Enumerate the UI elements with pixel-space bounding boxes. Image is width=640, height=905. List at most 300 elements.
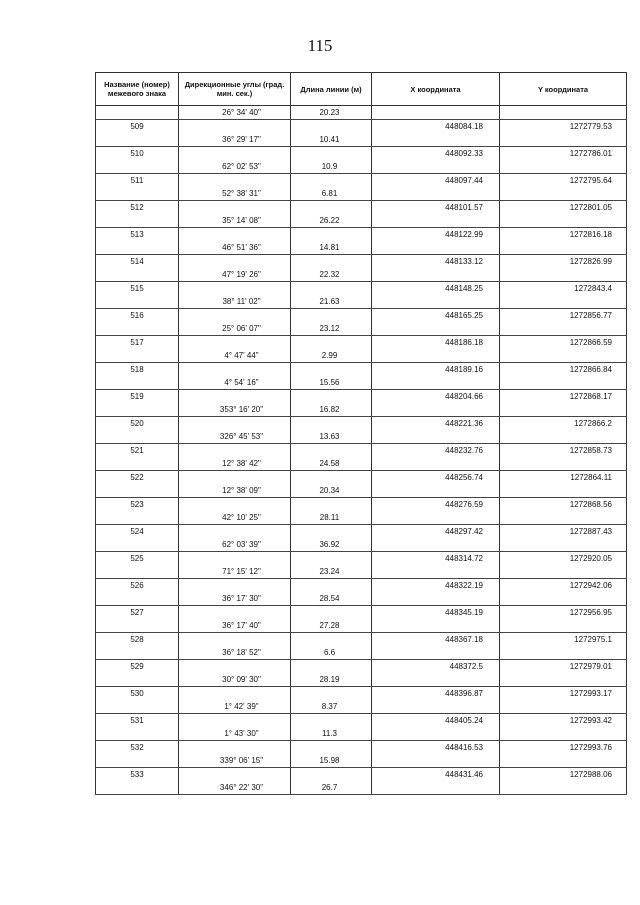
header-point-name: Название (номер) межевого знака <box>96 73 179 106</box>
line-length-cell <box>291 498 372 512</box>
point-name-cell <box>96 565 179 579</box>
x-coordinate-cell: 448092.33 <box>372 147 500 161</box>
x-coordinate-cell: 448232.76 <box>372 444 500 458</box>
direction-angle-cell <box>179 228 291 242</box>
direction-angle-cell <box>179 417 291 431</box>
point-name-cell <box>96 160 179 174</box>
point-name-cell: 516 <box>96 309 179 323</box>
point-name-cell: 509 <box>96 120 179 134</box>
x-coordinate-cell: 448122.99 <box>372 228 500 242</box>
line-length-cell: 14.81 <box>291 241 372 255</box>
direction-angle-cell: 346° 22' 30" <box>179 781 291 795</box>
x-coordinate-cell <box>372 187 500 201</box>
y-coordinate-cell <box>500 592 627 606</box>
direction-angle-cell <box>179 579 291 593</box>
direction-angle-cell: 52° 38' 31" <box>179 187 291 201</box>
header-direction-angle: Дирекционные углы (град. мин. сек.) <box>179 73 291 106</box>
table-row <box>96 336 627 350</box>
y-coordinate-cell <box>500 457 627 471</box>
point-name-cell: 515 <box>96 282 179 296</box>
point-name-cell <box>96 403 179 417</box>
line-length-cell: 6.6 <box>291 646 372 660</box>
y-coordinate-cell: 1272956.95 <box>500 606 627 620</box>
direction-angle-cell: 25° 06' 07" <box>179 322 291 336</box>
y-coordinate-cell <box>500 349 627 363</box>
y-coordinate-cell <box>500 268 627 282</box>
y-coordinate-cell <box>500 484 627 498</box>
table-row <box>96 363 627 377</box>
table-row <box>96 525 627 539</box>
y-coordinate-cell <box>500 673 627 687</box>
direction-angle-cell <box>179 174 291 188</box>
table-row <box>96 511 627 525</box>
line-length-cell <box>291 633 372 647</box>
point-name-cell: 513 <box>96 228 179 242</box>
line-length-cell <box>291 579 372 593</box>
point-name-cell <box>96 727 179 741</box>
line-length-cell <box>291 282 372 296</box>
table-row <box>96 430 627 444</box>
line-length-cell: 28.11 <box>291 511 372 525</box>
table-row <box>96 133 627 147</box>
point-name-cell <box>96 214 179 228</box>
table-row <box>96 120 627 134</box>
line-length-cell: 23.12 <box>291 322 372 336</box>
y-coordinate-cell: 1272868.17 <box>500 390 627 404</box>
direction-angle-cell <box>179 525 291 539</box>
line-length-cell: 6.81 <box>291 187 372 201</box>
direction-angle-cell: 62° 02' 53" <box>179 160 291 174</box>
table-header-row <box>96 73 627 106</box>
x-coordinate-cell: 448276.59 <box>372 498 500 512</box>
direction-angle-cell <box>179 282 291 296</box>
direction-angle-cell: 35° 14' 08" <box>179 214 291 228</box>
point-name-cell: 533 <box>96 768 179 782</box>
table-row <box>96 241 627 255</box>
line-length-cell <box>291 336 372 350</box>
y-coordinate-cell <box>500 619 627 633</box>
point-name-cell: 528 <box>96 633 179 647</box>
x-coordinate-cell: 448345.19 <box>372 606 500 620</box>
x-coordinate-cell <box>372 727 500 741</box>
direction-angle-cell <box>179 444 291 458</box>
y-coordinate-cell <box>500 403 627 417</box>
direction-angle-cell <box>179 660 291 674</box>
table-row <box>96 160 627 174</box>
x-coordinate-cell <box>372 457 500 471</box>
line-length-cell: 16.82 <box>291 403 372 417</box>
x-coordinate-cell: 448097.44 <box>372 174 500 188</box>
table-row <box>96 268 627 282</box>
point-name-cell: 532 <box>96 741 179 755</box>
y-coordinate-cell: 1272975.1 <box>500 633 627 647</box>
y-coordinate-cell <box>500 322 627 336</box>
table-row <box>96 390 627 404</box>
table-row <box>96 660 627 674</box>
direction-angle-cell <box>179 309 291 323</box>
point-name-cell <box>96 322 179 336</box>
direction-angle-cell: 36° 29' 17" <box>179 133 291 147</box>
direction-angle-cell <box>179 147 291 161</box>
y-coordinate-cell: 1272993.42 <box>500 714 627 728</box>
line-length-cell: 8.37 <box>291 700 372 714</box>
y-coordinate-cell: 1272866.84 <box>500 363 627 377</box>
y-coordinate-cell <box>500 646 627 660</box>
x-coordinate-cell: 448221.36 <box>372 417 500 431</box>
x-coordinate-cell <box>372 538 500 552</box>
line-length-cell <box>291 417 372 431</box>
point-name-cell <box>96 376 179 390</box>
x-coordinate-cell: 448101.57 <box>372 201 500 215</box>
point-name-cell: 511 <box>96 174 179 188</box>
direction-angle-cell <box>179 741 291 755</box>
point-name-cell <box>96 754 179 768</box>
direction-angle-cell: 1° 42' 39" <box>179 700 291 714</box>
line-length-cell: 22.32 <box>291 268 372 282</box>
x-coordinate-cell <box>372 133 500 147</box>
y-coordinate-cell <box>500 295 627 309</box>
x-coordinate-cell <box>372 160 500 174</box>
y-coordinate-cell <box>500 781 627 795</box>
x-coordinate-cell <box>372 268 500 282</box>
point-name-cell: 519 <box>96 390 179 404</box>
header-x-coordinate: X координата <box>372 73 500 106</box>
point-name-cell <box>96 511 179 525</box>
table-row <box>96 579 627 593</box>
table-row <box>96 592 627 606</box>
point-name-cell <box>96 295 179 309</box>
direction-angle-cell: 46° 51' 36" <box>179 241 291 255</box>
table-row <box>96 673 627 687</box>
line-length-cell: 20.34 <box>291 484 372 498</box>
table-row <box>96 687 627 701</box>
point-name-cell: 524 <box>96 525 179 539</box>
line-length-cell: 26.22 <box>291 214 372 228</box>
direction-angle-cell <box>179 390 291 404</box>
point-name-cell: 521 <box>96 444 179 458</box>
direction-angle-cell: 326° 45' 53" <box>179 430 291 444</box>
y-coordinate-cell: 1272993.17 <box>500 687 627 701</box>
direction-angle-cell: 62° 03' 39" <box>179 538 291 552</box>
y-coordinate-cell <box>500 538 627 552</box>
direction-angle-cell: 42° 10' 25" <box>179 511 291 525</box>
direction-angle-cell: 4° 47' 44" <box>179 349 291 363</box>
table-row <box>96 147 627 161</box>
x-coordinate-cell: 448405.24 <box>372 714 500 728</box>
line-length-cell <box>291 147 372 161</box>
y-coordinate-cell <box>500 133 627 147</box>
direction-angle-cell: 36° 17' 30" <box>179 592 291 606</box>
x-coordinate-cell: 448367.18 <box>372 633 500 647</box>
direction-angle-cell <box>179 363 291 377</box>
point-name-cell <box>96 673 179 687</box>
x-coordinate-cell <box>372 349 500 363</box>
y-coordinate-cell: 1272979.01 <box>500 660 627 674</box>
x-coordinate-cell <box>372 484 500 498</box>
y-coordinate-cell: 1272920.05 <box>500 552 627 566</box>
line-length-cell: 24.58 <box>291 457 372 471</box>
line-length-cell <box>291 120 372 134</box>
x-coordinate-cell <box>372 376 500 390</box>
x-coordinate-cell <box>372 295 500 309</box>
line-length-cell: 21.63 <box>291 295 372 309</box>
x-coordinate-cell <box>372 403 500 417</box>
boundary-coordinates-table <box>95 72 627 795</box>
y-coordinate-cell: 1272779.53 <box>500 120 627 134</box>
table-row <box>96 471 627 485</box>
table-row <box>96 106 627 120</box>
y-coordinate-cell: 1272866.2 <box>500 417 627 431</box>
x-coordinate-cell <box>372 241 500 255</box>
table-row <box>96 282 627 296</box>
y-coordinate-cell <box>500 160 627 174</box>
point-name-cell: 520 <box>96 417 179 431</box>
line-length-cell <box>291 444 372 458</box>
line-length-cell: 27.28 <box>291 619 372 633</box>
y-coordinate-cell: 1272856.77 <box>500 309 627 323</box>
y-coordinate-cell: 1272864.11 <box>500 471 627 485</box>
point-name-cell: 531 <box>96 714 179 728</box>
x-coordinate-cell <box>372 673 500 687</box>
table-row <box>96 741 627 755</box>
direction-angle-cell: 36° 18' 52" <box>179 646 291 660</box>
table-body <box>96 106 627 795</box>
line-length-cell: 23.24 <box>291 565 372 579</box>
line-length-cell <box>291 660 372 674</box>
point-name-cell <box>96 133 179 147</box>
table-row <box>96 174 627 188</box>
table-row <box>96 255 627 269</box>
point-name-cell: 518 <box>96 363 179 377</box>
table-row <box>96 565 627 579</box>
x-coordinate-cell <box>372 754 500 768</box>
line-length-cell <box>291 687 372 701</box>
table-row <box>96 646 627 660</box>
point-name-cell: 527 <box>96 606 179 620</box>
x-coordinate-cell: 448431.46 <box>372 768 500 782</box>
table-row <box>96 619 627 633</box>
y-coordinate-cell: 1272988.06 <box>500 768 627 782</box>
x-coordinate-cell <box>372 646 500 660</box>
point-name-cell: 510 <box>96 147 179 161</box>
line-length-cell <box>291 174 372 188</box>
line-length-cell: 20.23 <box>291 106 372 120</box>
table-row <box>96 201 627 215</box>
line-length-cell: 26.7 <box>291 781 372 795</box>
y-coordinate-cell <box>500 565 627 579</box>
line-length-cell <box>291 552 372 566</box>
point-name-cell <box>96 484 179 498</box>
x-coordinate-cell: 448165.25 <box>372 309 500 323</box>
direction-angle-cell: 38° 11' 02" <box>179 295 291 309</box>
table-row <box>96 633 627 647</box>
x-coordinate-cell: 448084.18 <box>372 120 500 134</box>
table-row <box>96 376 627 390</box>
line-length-cell <box>291 606 372 620</box>
y-coordinate-cell <box>500 106 627 120</box>
direction-angle-cell <box>179 336 291 350</box>
page-number: 115 <box>307 36 333 55</box>
x-coordinate-cell <box>372 430 500 444</box>
y-coordinate-cell <box>500 727 627 741</box>
table-row <box>96 228 627 242</box>
line-length-cell: 28.54 <box>291 592 372 606</box>
direction-angle-cell <box>179 498 291 512</box>
table-row <box>96 457 627 471</box>
table-row <box>96 322 627 336</box>
point-name-cell <box>96 619 179 633</box>
point-name-cell: 522 <box>96 471 179 485</box>
direction-angle-cell: 71° 15' 12" <box>179 565 291 579</box>
table-row <box>96 768 627 782</box>
x-coordinate-cell: 448148.25 <box>372 282 500 296</box>
line-length-cell <box>291 201 372 215</box>
y-coordinate-cell <box>500 187 627 201</box>
header-line-length: Длина линии (м) <box>291 73 372 106</box>
table-row <box>96 714 627 728</box>
point-name-cell: 530 <box>96 687 179 701</box>
direction-angle-cell: 353° 16' 20" <box>179 403 291 417</box>
x-coordinate-cell <box>372 106 500 120</box>
direction-angle-cell <box>179 687 291 701</box>
x-coordinate-cell <box>372 592 500 606</box>
direction-angle-cell: 26° 34' 40" <box>179 106 291 120</box>
point-name-cell <box>96 592 179 606</box>
point-name-cell <box>96 700 179 714</box>
direction-angle-cell <box>179 120 291 134</box>
line-length-cell: 2.99 <box>291 349 372 363</box>
y-coordinate-cell: 1272816.18 <box>500 228 627 242</box>
point-name-cell: 525 <box>96 552 179 566</box>
line-length-cell <box>291 309 372 323</box>
line-length-cell <box>291 228 372 242</box>
line-length-cell <box>291 390 372 404</box>
table-row <box>96 700 627 714</box>
table-row <box>96 606 627 620</box>
table-row <box>96 538 627 552</box>
table-row <box>96 484 627 498</box>
y-coordinate-cell: 1272786.01 <box>500 147 627 161</box>
x-coordinate-cell: 448256.74 <box>372 471 500 485</box>
point-name-cell: 529 <box>96 660 179 674</box>
x-coordinate-cell <box>372 565 500 579</box>
line-length-cell: 10.9 <box>291 160 372 174</box>
line-length-cell: 15.98 <box>291 754 372 768</box>
y-coordinate-cell: 1272993.76 <box>500 741 627 755</box>
x-coordinate-cell: 448133.12 <box>372 255 500 269</box>
y-coordinate-cell: 1272887.43 <box>500 525 627 539</box>
line-length-cell: 13.63 <box>291 430 372 444</box>
y-coordinate-cell <box>500 214 627 228</box>
x-coordinate-cell: 448297.42 <box>372 525 500 539</box>
direction-angle-cell: 339° 06' 15" <box>179 754 291 768</box>
x-coordinate-cell <box>372 322 500 336</box>
point-name-cell <box>96 646 179 660</box>
y-coordinate-cell: 1272868.56 <box>500 498 627 512</box>
x-coordinate-cell <box>372 781 500 795</box>
line-length-cell: 36.92 <box>291 538 372 552</box>
direction-angle-cell <box>179 714 291 728</box>
table-row <box>96 349 627 363</box>
y-coordinate-cell: 1272826.99 <box>500 255 627 269</box>
line-length-cell <box>291 255 372 269</box>
y-coordinate-cell <box>500 376 627 390</box>
line-length-cell: 10.41 <box>291 133 372 147</box>
y-coordinate-cell <box>500 511 627 525</box>
table-row <box>96 187 627 201</box>
point-name-cell <box>96 538 179 552</box>
direction-angle-cell <box>179 255 291 269</box>
x-coordinate-cell: 448204.66 <box>372 390 500 404</box>
table-row <box>96 727 627 741</box>
point-name-cell <box>96 106 179 120</box>
direction-angle-cell <box>179 633 291 647</box>
y-coordinate-cell <box>500 430 627 444</box>
x-coordinate-cell: 448372.5 <box>372 660 500 674</box>
line-length-cell: 15.56 <box>291 376 372 390</box>
table-row <box>96 417 627 431</box>
direction-angle-cell <box>179 552 291 566</box>
y-coordinate-cell: 1272858.73 <box>500 444 627 458</box>
line-length-cell <box>291 768 372 782</box>
point-name-cell <box>96 349 179 363</box>
line-length-cell: 28.19 <box>291 673 372 687</box>
direction-angle-cell: 12° 38' 42" <box>179 457 291 471</box>
point-name-cell: 517 <box>96 336 179 350</box>
table-row <box>96 754 627 768</box>
x-coordinate-cell: 448322.19 <box>372 579 500 593</box>
x-coordinate-cell: 448189.16 <box>372 363 500 377</box>
point-name-cell <box>96 187 179 201</box>
line-length-cell <box>291 363 372 377</box>
y-coordinate-cell: 1272866.59 <box>500 336 627 350</box>
x-coordinate-cell <box>372 511 500 525</box>
point-name-cell: 526 <box>96 579 179 593</box>
line-length-cell: 11.3 <box>291 727 372 741</box>
x-coordinate-cell <box>372 619 500 633</box>
table-row <box>96 403 627 417</box>
table-row <box>96 214 627 228</box>
table-row <box>96 295 627 309</box>
direction-angle-cell <box>179 768 291 782</box>
direction-angle-cell <box>179 201 291 215</box>
point-name-cell <box>96 268 179 282</box>
direction-angle-cell: 30° 09' 30" <box>179 673 291 687</box>
x-coordinate-cell <box>372 214 500 228</box>
direction-angle-cell: 12° 38' 09" <box>179 484 291 498</box>
direction-angle-cell <box>179 606 291 620</box>
point-name-cell <box>96 241 179 255</box>
table-row <box>96 444 627 458</box>
y-coordinate-cell: 1272843.4 <box>500 282 627 296</box>
x-coordinate-cell: 448416.53 <box>372 741 500 755</box>
point-name-cell: 523 <box>96 498 179 512</box>
line-length-cell <box>291 714 372 728</box>
table-row <box>96 498 627 512</box>
direction-angle-cell: 4° 54' 16" <box>179 376 291 390</box>
direction-angle-cell <box>179 471 291 485</box>
table-row <box>96 781 627 795</box>
point-name-cell: 514 <box>96 255 179 269</box>
x-coordinate-cell: 448186.18 <box>372 336 500 350</box>
y-coordinate-cell: 1272795.64 <box>500 174 627 188</box>
y-coordinate-cell <box>500 754 627 768</box>
point-name-cell: 512 <box>96 201 179 215</box>
line-length-cell <box>291 471 372 485</box>
point-name-cell <box>96 457 179 471</box>
direction-angle-cell: 47° 19' 26" <box>179 268 291 282</box>
x-coordinate-cell <box>372 700 500 714</box>
